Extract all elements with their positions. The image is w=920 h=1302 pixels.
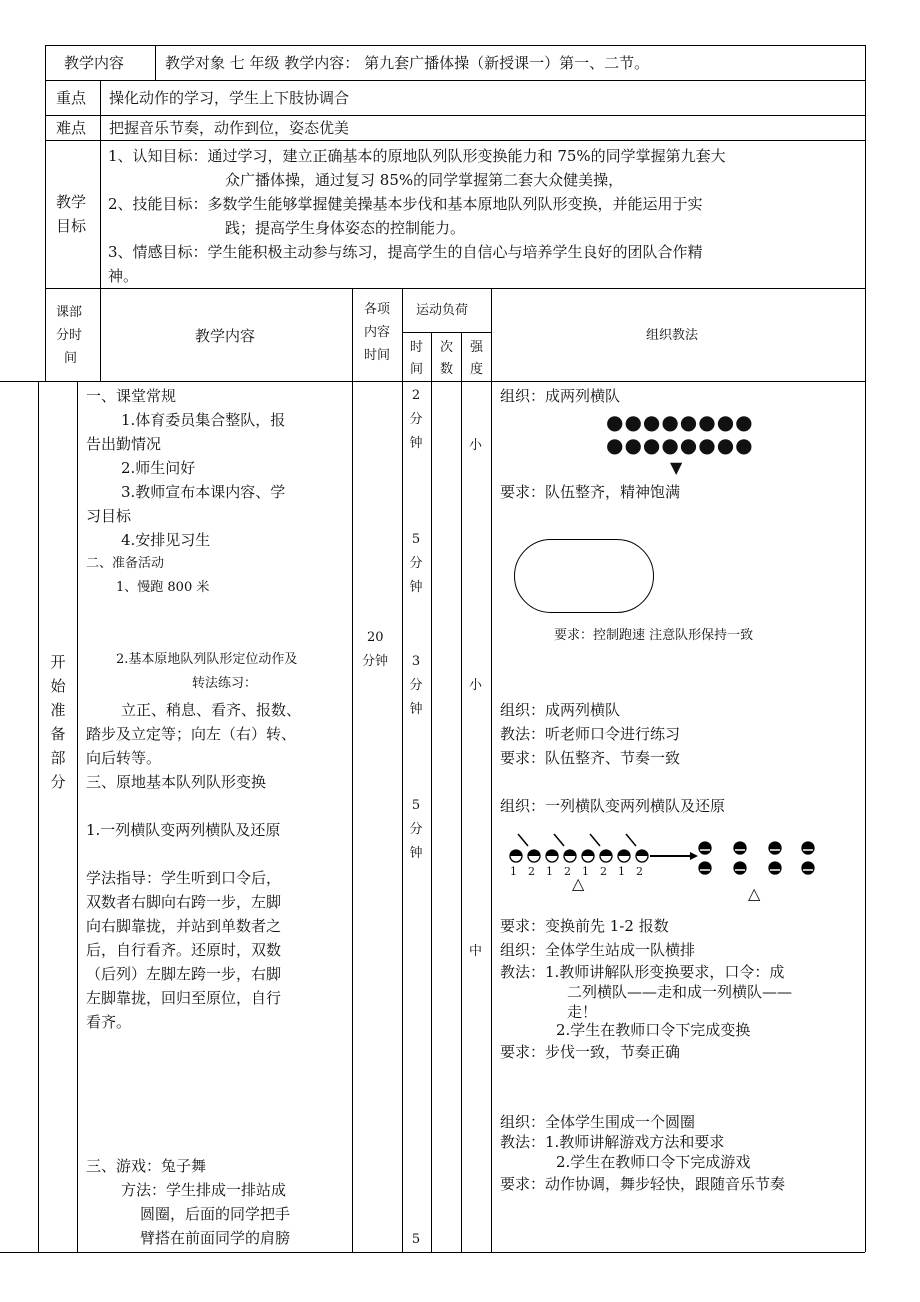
method-line: 要求：步伐一致，节奏正确	[500, 1043, 681, 1061]
content-line: 方法：学生排成一排站成	[121, 1181, 287, 1199]
student-number-labels: 1 2 1 2 1 2 1 2	[510, 865, 643, 878]
section-name: 开 始 准 备 部 分	[50, 653, 66, 791]
method-line: 要求：队伍整齐、节奏一致	[500, 749, 681, 767]
content-line: 左脚靠拢，回归至原位，自行	[86, 989, 282, 1007]
teacher-triangle-icon: △	[748, 884, 761, 903]
goals-label: 教学	[56, 193, 87, 211]
students-two-rows	[699, 842, 814, 874]
method-line: 走！	[567, 1003, 598, 1021]
content-line: 三、原地基本队列队形变换	[86, 773, 267, 791]
method-line: 要求：动作协调，舞步轻快，跟随音乐节奏	[500, 1175, 786, 1193]
goal-line: 神。	[108, 267, 139, 285]
col-period: 间	[64, 351, 78, 366]
table-border	[491, 288, 492, 1252]
col-load-intensity: 度	[470, 362, 484, 377]
col-load-time: 间	[410, 362, 424, 377]
table-border	[0, 1252, 865, 1253]
col-load-count: 次	[440, 340, 454, 355]
teacher-triangle-icon: △	[572, 874, 585, 893]
table-border	[155, 45, 156, 80]
content-line: 3.教师宣布本课内容、学	[121, 483, 286, 501]
col-item-time: 内容	[364, 325, 391, 340]
col-item-time: 时间	[364, 348, 391, 363]
method-line: 组织：一列横队变两列横队及还原	[500, 797, 726, 815]
table-border	[431, 332, 432, 1252]
content-line: 1.一列横队变两列横队及还原	[86, 821, 281, 839]
table-border	[100, 80, 101, 288]
col-period: 课部	[56, 305, 83, 320]
col-load: 运动负荷	[416, 303, 469, 318]
running-track-oval	[514, 539, 654, 613]
table-border	[38, 381, 39, 1252]
teacher-marker-icon: ▼	[670, 458, 683, 477]
content-line: 踏步及立定等；向左（右）转、	[86, 725, 297, 743]
intensity-mark: 中	[469, 944, 483, 959]
table-border	[865, 45, 866, 1252]
table-border	[77, 381, 78, 1252]
content-line: 向右脚靠拢，并站到单数者之	[86, 917, 282, 935]
formation-row-dots: ●●●●●●●●	[606, 410, 754, 434]
col-content: 教学内容	[195, 327, 256, 345]
method-line: 教法：1.教师讲解游戏方法和要求	[500, 1133, 725, 1151]
content-line: 三、游戏：兔子舞	[86, 1157, 207, 1175]
time-mark: 2 分 钟	[409, 388, 423, 451]
method-line: 教法：听老师口令进行练习	[500, 725, 681, 743]
content-line: 4.安排见习生	[121, 531, 211, 549]
section-total-time: 20	[367, 630, 384, 645]
key-point-value: 操化动作的学习，学生上下肢协调合	[109, 89, 350, 107]
content-line: 看齐。	[86, 1013, 132, 1031]
method-line: 2.学生在教师口令下完成游戏	[556, 1153, 751, 1171]
table-border	[402, 288, 403, 1252]
col-item-time: 各项	[364, 302, 391, 317]
method-line: 组织：成两列横队	[500, 387, 621, 405]
goal-line: 众广播体操，通过复习 85%的同学掌握第二套大众健美操，	[225, 171, 624, 189]
time-mark: 5	[411, 1232, 421, 1247]
content-line: 1.体育委员集合整队，报	[121, 411, 286, 429]
time-mark: 5 分 钟	[409, 798, 423, 861]
col-load-intensity: 强	[470, 340, 484, 355]
col-method: 组织教法	[646, 328, 699, 343]
table-border	[352, 288, 353, 1252]
content-line: 转法练习：	[192, 676, 258, 691]
method-line: 组织：全体学生围成一个圆圈	[500, 1113, 696, 1131]
table-border	[461, 332, 462, 1252]
table-border	[402, 332, 491, 333]
content-line: 1、慢跑 800 米	[116, 580, 210, 595]
table-border	[45, 140, 865, 141]
time-mark: 3 分 钟	[409, 654, 423, 717]
intensity-mark: 小	[469, 438, 483, 453]
difficulty-label: 难点	[56, 119, 87, 137]
table-border	[0, 381, 865, 382]
intensity-mark: 小	[469, 678, 483, 693]
section-total-time: 分钟	[362, 654, 389, 669]
table-border	[45, 45, 865, 46]
change-arrow-head	[690, 852, 698, 860]
content-line: 臂搭在前面同学的肩膀	[140, 1229, 291, 1247]
method-line: 要求：控制跑速 注意队形保持一致	[554, 628, 754, 643]
content-line: 2.师生问好	[121, 459, 196, 477]
header-label: 教学内容	[64, 54, 125, 72]
content-line: （后列）左脚左跨一步，右脚	[86, 965, 282, 983]
content-line: 习目标	[86, 507, 132, 525]
method-line: 要求：队伍整齐，精神饱满	[500, 483, 681, 501]
content-line: 一、课堂常规	[86, 387, 177, 405]
method-line: 组织：成两列横队	[500, 701, 621, 719]
col-load-count: 数	[440, 362, 454, 377]
goal-line: 1、认知目标：通过学习，建立正确基本的原地队列队形变换能力和 75%的同学掌握第九套大	[108, 147, 726, 165]
method-line: 教法：1.教师讲解队形变换要求，口令：成	[500, 963, 785, 981]
content-line: 立正、稍息、看齐、报数、	[121, 701, 302, 719]
goal-line: 3、情感目标：学生能积极主动参与练习，提高学生的自信心与培养学生良好的团队合作精	[108, 243, 703, 261]
content-line: 后，自行看齐。还原时，双数	[86, 941, 282, 959]
table-border	[45, 288, 865, 289]
content-line: 双数者右脚向右跨一步，左脚	[86, 893, 282, 911]
table-border	[45, 80, 865, 81]
content-line: 告出勤情况	[86, 435, 162, 453]
goals-label: 目标	[56, 217, 87, 235]
content-line: 学法指导：学生听到口令后，	[86, 869, 282, 887]
goal-line: 践；提高学生身体姿态的控制能力。	[225, 219, 466, 237]
col-load-time: 时	[410, 340, 424, 355]
time-mark: 5 分 钟	[409, 532, 423, 595]
col-period: 分时	[56, 328, 83, 343]
table-border	[100, 288, 101, 381]
method-line: 二列横队——走和成一列横队——	[567, 983, 793, 1001]
goal-line: 2、技能目标：多数学生能够掌握健美操基本步伐和基本原地队列队形变换，并能运用于实	[108, 195, 703, 213]
formation-row-dots: ●●●●●●●●	[606, 433, 754, 457]
student-faces	[700, 850, 813, 870]
header-value: 教学对象 七 年级 教学内容： 第九套广播体操（新授课一）第一、二节。	[165, 54, 650, 72]
difficulty-value: 把握音乐节奏，动作到位，姿态优美	[109, 119, 350, 137]
method-line: 组织：全体学生站成一队横排	[500, 941, 696, 959]
content-line: 2.基本原地队列队形定位动作及	[116, 652, 298, 667]
method-line: 2.学生在教师口令下完成变换	[556, 1021, 751, 1039]
table-border	[45, 45, 46, 381]
direction-arrows	[518, 834, 636, 846]
content-line: 二、准备活动	[86, 556, 165, 571]
content-line: 向后转等。	[86, 749, 162, 767]
content-line: 圆圈，后面的同学把手	[140, 1205, 291, 1223]
key-point-label: 重点	[56, 89, 87, 107]
method-line: 要求：变换前先 1-2 报数	[500, 917, 669, 935]
